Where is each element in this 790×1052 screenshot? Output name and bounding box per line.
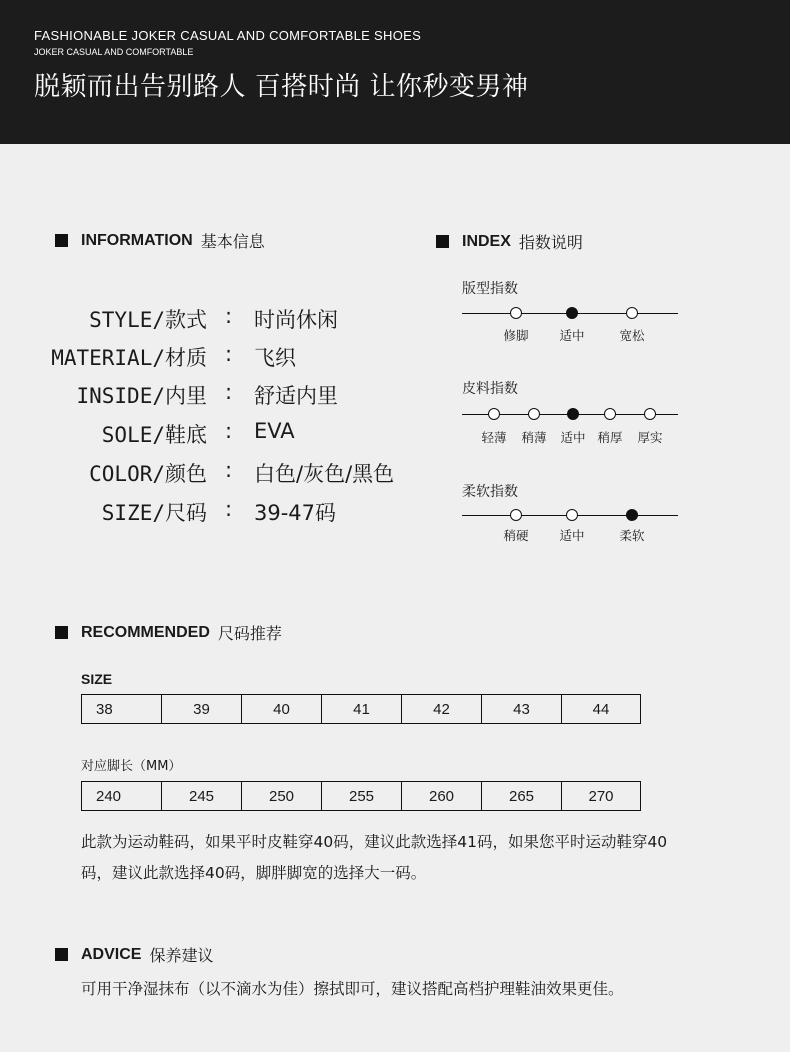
index-heading-en: INDEX <box>462 232 511 250</box>
info-value: 舒适内里 <box>254 384 338 408</box>
size-cell: 40 <box>242 695 322 723</box>
index-label: 适中 <box>560 430 586 445</box>
length-table <box>81 781 641 811</box>
length-cell: 250 <box>242 782 322 810</box>
index-dot-selected <box>567 408 579 420</box>
square-bullet-icon <box>55 948 68 961</box>
index-dot <box>626 307 638 319</box>
info-value: 飞织 <box>254 346 296 370</box>
info-label: INSIDE/内里 <box>76 384 207 408</box>
info-colon: : <box>225 458 233 482</box>
advice-text: 可用干净湿抹布（以不滴水为佳）擦拭即可，建议搭配高档护理鞋油效果更佳。 <box>81 980 624 998</box>
recommended-heading-en: RECOMMENDED <box>81 623 210 641</box>
index-dot <box>510 509 522 521</box>
index-dot <box>644 408 656 420</box>
info-colon: : <box>225 304 233 328</box>
info-label: STYLE/款式 <box>89 308 207 332</box>
index-label: 适中 <box>559 528 585 543</box>
size-cell: 39 <box>162 695 242 723</box>
header-cn-title: 脱颖而出告别路人 百搭时尚 让你秒变男神 <box>34 72 529 102</box>
length-table-label: 对应脚长（MM） <box>81 759 182 774</box>
index-dot <box>488 408 500 420</box>
index-label: 轻薄 <box>481 430 507 445</box>
length-cell: 245 <box>162 782 242 810</box>
length-cell: 265 <box>482 782 562 810</box>
length-cell: 270 <box>588 787 614 805</box>
information-heading-cn: 基本信息 <box>200 232 265 251</box>
info-label: SOLE/鞋底 <box>101 423 207 447</box>
size-cell: 38 <box>82 695 162 723</box>
recommended-heading <box>55 621 282 644</box>
info-value: 白色/灰色/黑色 <box>254 462 395 486</box>
square-bullet-icon <box>55 234 68 247</box>
size-note-line: 此款为运动鞋码，如果平时皮鞋穿40码，建议此款选择41码，如果您平时运动鞋穿40 <box>81 833 668 851</box>
index-label: 修脚 <box>503 328 529 343</box>
length-cell: 255 <box>322 782 402 810</box>
info-colon: : <box>225 497 233 521</box>
advice-heading <box>55 943 213 966</box>
info-label: COLOR/颜色 <box>89 462 207 486</box>
index-dot <box>510 307 522 319</box>
index-label: 宽松 <box>619 328 645 343</box>
info-value: EVA <box>254 419 295 443</box>
info-label: SIZE/尺码 <box>101 501 207 525</box>
index-heading <box>436 230 583 253</box>
square-bullet-icon <box>55 626 68 639</box>
index-label: 稍硬 <box>503 528 529 543</box>
index-dot <box>566 509 578 521</box>
information-heading <box>55 229 265 252</box>
index-dot-selected <box>566 307 578 319</box>
index-dot <box>528 408 540 420</box>
info-colon: : <box>225 342 233 366</box>
info-colon: : <box>225 380 233 404</box>
information-heading-en: INFORMATION <box>81 231 193 249</box>
length-cell: 260 <box>402 782 482 810</box>
size-cell: 43 <box>482 695 562 723</box>
size-cell: 41 <box>322 695 402 723</box>
index-label: 稍厚 <box>597 430 623 445</box>
info-value: 39-47码 <box>254 501 337 525</box>
header-en-subtitle: JOKER CASUAL AND COMFORTABLE <box>34 47 194 57</box>
size-note <box>81 827 761 889</box>
recommended-heading-cn: 尺码推荐 <box>217 624 282 643</box>
advice-heading-cn: 保养建议 <box>149 946 214 965</box>
info-colon: : <box>225 419 233 443</box>
header-en-title: FASHIONABLE JOKER CASUAL AND COMFORTABLE SHOES <box>34 28 422 43</box>
size-table <box>81 694 641 724</box>
header-banner <box>0 0 790 144</box>
index-label: 稍薄 <box>521 430 547 445</box>
square-bullet-icon <box>436 235 449 248</box>
size-table-label: SIZE <box>81 671 113 687</box>
size-note-line: 码，建议此款选择40码，脚胖脚宽的选择大一码。 <box>81 864 427 882</box>
index-label: 适中 <box>559 328 585 343</box>
size-cell: 42 <box>402 695 482 723</box>
index-group-title: 柔软指数 <box>462 484 518 500</box>
index-label: 柔软 <box>619 528 645 543</box>
size-cell: 44 <box>592 700 610 718</box>
index-dot <box>604 408 616 420</box>
index-dot-selected <box>626 509 638 521</box>
index-group-title: 皮料指数 <box>462 381 518 397</box>
info-value: 时尚休闲 <box>254 308 338 332</box>
index-group-title: 版型指数 <box>462 281 518 297</box>
index-label: 厚实 <box>637 430 663 445</box>
info-label: MATERIAL/材质 <box>51 346 207 370</box>
index-heading-cn: 指数说明 <box>518 233 583 252</box>
length-cell: 240 <box>82 782 162 810</box>
advice-heading-en: ADVICE <box>81 945 142 963</box>
